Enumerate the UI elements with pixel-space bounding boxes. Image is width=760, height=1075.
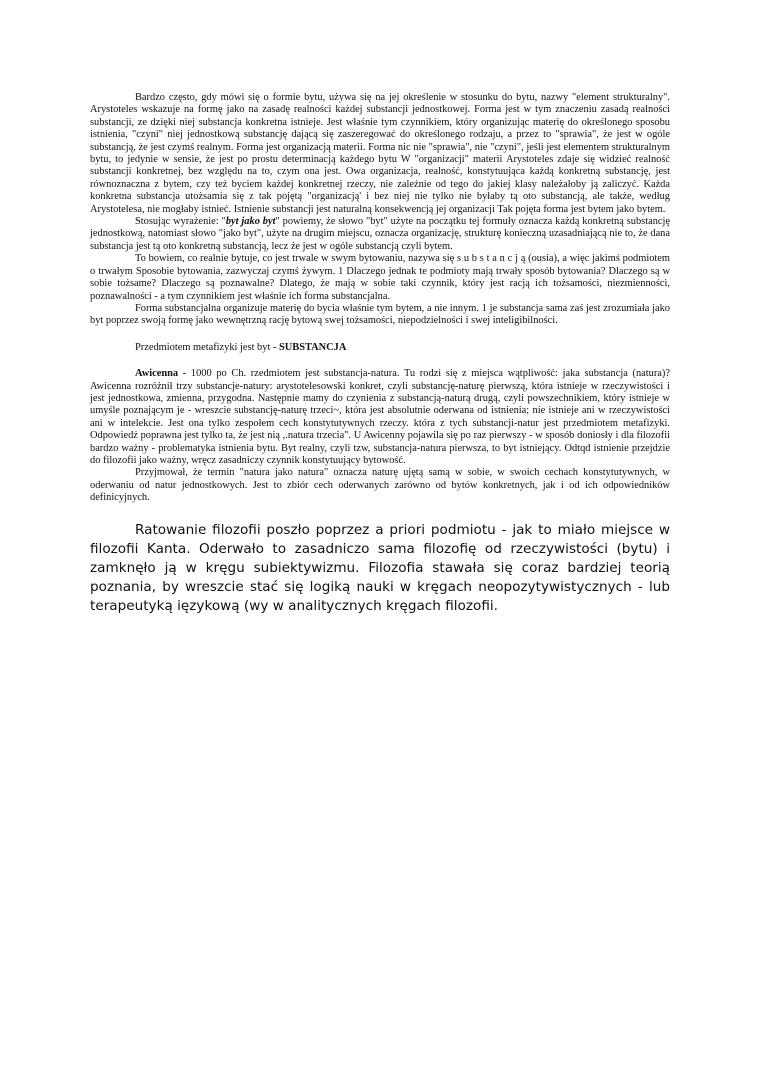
- awicenna-label: Awicenna -: [135, 368, 187, 380]
- paragraph-forma-substancjalna: Forma substancjalna organizuje materię do bycia właśnie tym bytem, a nie innym. 1 je substancja sama zaś jest zrozumiała jako byt poprzez swoją formę jako wewnętrzną rację bytową swej tożsamości, niepodzielności i swej inteligibilności.: [90, 302, 670, 327]
- section-heading-bold: - SUBSTANCJA: [272, 341, 347, 353]
- section-heading-text: Przedmiotem metafizyki jest byt: [135, 341, 273, 353]
- paragraph-byt-jako-byt: [90, 216, 670, 253]
- emphasis-byt-jako-byt: byt jako byt: [225, 216, 276, 228]
- paragraph-byt-jako-byt-start: Stosując wyrażenie: ": [135, 216, 226, 228]
- paragraph-form-as-element: Bardzo często, gdy mówi się o formie bytu, używa się na jej określenie w stosunku do bytu, nazwy "element strukturalny". Arystoteles wskazuje na formę jako na zasadę realności każdej substancji jednostkowej. Forma jest w tym znaczeniu zasadą realności substancji, ze dzięki niej substancja konkretna istnieje. Jest właśnie tym czynnikiem, który organizując materię do określonego sposobu istnienia, "czyni" niej jednostkową substancję dającą się zaszeregować do określonego rodzaju, a przez to "sprawia", że jest w ogóle substancją, że jest czymś realnym. Forma jest organizacją materii. Forma nic nie "sprawia", nie "czyni", jeśli jest elementem strukturalnym bytu, to jedynie w sensie, że jest po prostu determinacją każdego bytu W "organizacji" materii Arystoteles zdaje się widzieć realność substancji konkretnej, bez względu na to, czym ona jest. Owa organizacja, realność, konstytuująca każdą konkretną substancję, jest równoznaczna z bytem, czy też byciem każdej konkretnej rzeczy, nie zależnie od tego do jakiej klasy należałoby ją zaliczyć. Każda konkretna substancja utożsamia się z tak pojętą "organizacją' i bez niej nie tylko nie byłaby tą oto substancją, ale także, według Arystotelesa, nie mogłaby istnieć. Istnienie substancji jest naturalną konsekwencją jej organizacji Tak pojęta forma jest bytem jako bytem.: [90, 92, 670, 215]
- paragraph-substancja: To bowiem, co realnie bytuje, co jest trwale w swym bytowaniu, nazywa się s u b s t a n c j ą (ousia), a więc jakimś podmiotem o trwałym Sposobie bytowania, zazwyczaj czymś żywym. 1 Dlaczego jednak te podmioty mają trwały sposób bytowania? Dlaczego są w sobie tożsame? Dlaczego są poznawalne? Dlatego, że mają w sobie taki czynnik, który jest racją ich tożsamości, niezmienności, poznawalności - a tym czynnikiem jest właśnie ich forma substancjalna.: [90, 253, 670, 302]
- small-text-block: [90, 92, 670, 505]
- section-heading: [90, 342, 670, 354]
- document-page: [90, 92, 670, 617]
- paragraph-byt-jako-byt-end: " powiemy, że słowo "byt" użyte na początku tej formuły oznacza każdą konkretną substancję jednostkową, natomiast słowo "jako byt", użyte na drugim miejscu, oznacza organizację, strukturę konieczną uzasadniającą nie to, że dana substancja jest tą oto konkretną substancją, lecz że jest w ogóle substancją czyli bytem.: [90, 216, 670, 252]
- large-text-block: [90, 521, 670, 617]
- paragraph-awicenna-text: 1000 po Ch. rzedmiotem jest substancja-natura. Tu rodzi się z miejsca wątpliwość: jaka substancja (natura)? Awicenna rozróżnił trzy substancje-natury: arystotelesowski konkret, czyli substancję-naturę pierwszą, która istnieje w rzeczywistości i jest jednostkowa, zmienna, przygodna. Następnie mamy do czynienia z substancją-naturą drugą, czyli powszechnikiem, który istnieje w umyśle poznającym je - wreszcie substancję-naturę trzeci~, która jest absolutnie oderwana od istnienia; nie istnieje ani w rzeczywistości ani w intelekcie. Jest ona tylko zespołem cech konstytutywnych rzeczy. która z tych substancji-natur jest przedmiotem metafizyki. Odpowiedź poprawna jest tylko ta, że jest nią ,.natura trzecia". U Awicenny pojawila się po raz pierwszy - w sposób doniosły i dla filozofii bardzo ważny - problematyka istnienia bytu. Byt realny, czyli tzw, substancja-natura pierwsza, to byt istniejący. Odtqd istnienie przejdzie do filozofii jako ważny, wręcz zasadniczy czynnik konstytuujący bytowość.: [90, 368, 670, 466]
- paragraph-natura-jako-natura: Przyjmował, że termin "natura jako natura" oznacza naturę ujętą samą w sobie, w swoich cechach konstytutywnych, w oderwaniu od natur jednostkowych. Jest to zbiór cech oderwanych zarówno od bytów konkretnych, jak i od ich odpowiedników definicyjnych.: [90, 467, 670, 504]
- paragraph-awicenna: [90, 368, 670, 467]
- paragraph-ratowanie-filozofii: Ratowanie filozofii poszło poprzez a priori podmiotu - jak to miało miejsce w filozofii Kanta. Oderwało to zasadniczo sama filozofię od rzeczywistości (bytu) i zamknęło ją w kręgu subiektywizmu. Filozofia stawała się coraz bardziej teorią poznania, by wreszcie stać się logiką nauki w kręgach neopozytywistycznych - lub terapeutyką ięzykową (wy w analitycznych kręgach filozofii.: [90, 521, 670, 615]
